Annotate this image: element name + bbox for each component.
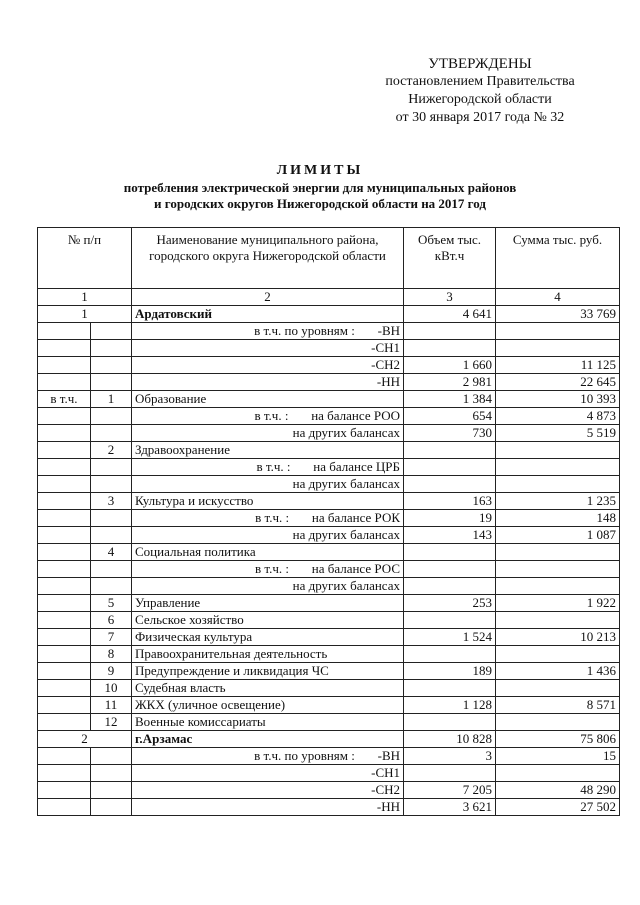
row-volume — [404, 765, 496, 782]
row-sum: 10 213 — [496, 629, 620, 646]
row-number: 5 — [91, 595, 132, 612]
document-subtitle — [60, 180, 580, 212]
table-row — [38, 306, 620, 323]
row-number — [91, 408, 132, 425]
row-name: Правоохранительная деятельность — [132, 646, 404, 663]
row-number — [91, 782, 132, 799]
row-sum: 27 502 — [496, 799, 620, 816]
row-volume: 7 205 — [404, 782, 496, 799]
row-number: 10 — [91, 680, 132, 697]
header-volume: Объем тыс. кВт.ч — [404, 228, 496, 289]
table-row — [38, 493, 620, 510]
row-group-label — [38, 425, 91, 442]
approval-block — [330, 55, 630, 127]
table-row — [38, 527, 620, 544]
table-row — [38, 680, 620, 697]
row-number: 2 — [91, 442, 132, 459]
table-row — [38, 340, 620, 357]
table-row — [38, 646, 620, 663]
row-sum — [496, 612, 620, 629]
row-volume — [404, 544, 496, 561]
row-volume: 253 — [404, 595, 496, 612]
row-sum: 75 806 — [496, 731, 620, 748]
document-title: ЛИМИТЫ — [276, 163, 364, 178]
row-volume — [404, 442, 496, 459]
row-group-label — [38, 578, 91, 595]
row-sum — [496, 476, 620, 493]
row-volume: 19 — [404, 510, 496, 527]
row-sum: 33 769 — [496, 306, 620, 323]
row-sum — [496, 442, 620, 459]
row-number — [91, 578, 132, 595]
row-number — [91, 765, 132, 782]
row-group-label — [38, 340, 91, 357]
approval-line-decree: постановлением Правительства — [385, 74, 575, 89]
row-name: -СН1 — [132, 340, 404, 357]
row-name: Физическая культура — [132, 629, 404, 646]
table-header-row — [38, 228, 620, 289]
row-group-label — [38, 510, 91, 527]
row-sum: 8 571 — [496, 697, 620, 714]
row-number: 1 — [38, 306, 132, 323]
row-sum — [496, 765, 620, 782]
row-volume — [404, 680, 496, 697]
row-name: г.Арзамас — [132, 731, 404, 748]
table-row — [38, 374, 620, 391]
row-number — [91, 340, 132, 357]
row-group-label — [38, 782, 91, 799]
row-name: на других балансах — [132, 476, 404, 493]
col-number: 3 — [404, 289, 496, 306]
table-row — [38, 459, 620, 476]
subtitle-line-1: потребления электрической энергии для муниципальных районов — [123, 180, 517, 195]
row-number: 12 — [91, 714, 132, 731]
row-group-label — [38, 765, 91, 782]
row-sum: 4 873 — [496, 408, 620, 425]
row-group-label — [38, 663, 91, 680]
table-row — [38, 748, 620, 765]
col-number: 4 — [496, 289, 620, 306]
row-volume: 3 — [404, 748, 496, 765]
row-sum — [496, 340, 620, 357]
row-sum: 10 393 — [496, 391, 620, 408]
row-name: в т.ч. : на балансе ЦРБ — [132, 459, 404, 476]
row-name: Судебная власть — [132, 680, 404, 697]
table-row — [38, 714, 620, 731]
row-name: в т.ч. по уровням : -ВН — [132, 748, 404, 765]
table-row — [38, 697, 620, 714]
row-sum — [496, 646, 620, 663]
row-number — [91, 510, 132, 527]
row-sum: 15 — [496, 748, 620, 765]
row-number: 1 — [91, 391, 132, 408]
row-number — [91, 476, 132, 493]
row-name: в т.ч. : на балансе РОО — [132, 408, 404, 425]
row-number: 7 — [91, 629, 132, 646]
row-number: 4 — [91, 544, 132, 561]
row-number: 3 — [91, 493, 132, 510]
table-row — [38, 425, 620, 442]
row-group-label — [38, 629, 91, 646]
approval-line-date: от 30 января 2017 года № 32 — [395, 110, 565, 125]
table-row — [38, 442, 620, 459]
row-group-label — [38, 561, 91, 578]
table-row — [38, 357, 620, 374]
row-name: Здравоохранение — [132, 442, 404, 459]
row-sum: 48 290 — [496, 782, 620, 799]
row-volume: 2 981 — [404, 374, 496, 391]
header-sum: Сумма тыс. руб. — [496, 228, 620, 289]
row-group-label — [38, 697, 91, 714]
row-volume: 4 641 — [404, 306, 496, 323]
table-row — [38, 561, 620, 578]
row-volume — [404, 323, 496, 340]
row-name: в т.ч. : на балансе РОС — [132, 561, 404, 578]
table-row — [38, 765, 620, 782]
row-sum — [496, 680, 620, 697]
row-group-label — [38, 544, 91, 561]
row-name: Культура и искусство — [132, 493, 404, 510]
row-group-label — [38, 374, 91, 391]
table-row — [38, 578, 620, 595]
row-number — [91, 799, 132, 816]
row-group-label — [38, 612, 91, 629]
row-name: -СН1 — [132, 765, 404, 782]
row-sum: 5 519 — [496, 425, 620, 442]
row-group-label: в т.ч. — [38, 391, 91, 408]
row-name: -СН2 — [132, 357, 404, 374]
table-row — [38, 323, 620, 340]
row-volume — [404, 612, 496, 629]
row-number — [91, 561, 132, 578]
row-sum: 11 125 — [496, 357, 620, 374]
row-volume — [404, 561, 496, 578]
row-name: в т.ч. : на балансе РОК — [132, 510, 404, 527]
approval-title: УТВЕРЖДЕНЫ — [428, 56, 532, 72]
row-number — [91, 748, 132, 765]
row-group-label — [38, 442, 91, 459]
row-name: на других балансах — [132, 425, 404, 442]
row-sum: 1 922 — [496, 595, 620, 612]
col-number: 1 — [38, 289, 132, 306]
row-group-label — [38, 459, 91, 476]
row-group-label — [38, 799, 91, 816]
row-name: Ардатовский — [132, 306, 404, 323]
row-name: Сельское хозяйство — [132, 612, 404, 629]
row-name: Управление — [132, 595, 404, 612]
row-group-label — [38, 527, 91, 544]
row-volume: 1 660 — [404, 357, 496, 374]
row-volume — [404, 340, 496, 357]
row-name: Социальная политика — [132, 544, 404, 561]
row-group-label — [38, 476, 91, 493]
table-row — [38, 731, 620, 748]
row-sum: 1 436 — [496, 663, 620, 680]
row-sum — [496, 544, 620, 561]
header-num: № п/п — [38, 228, 132, 289]
table-row — [38, 408, 620, 425]
row-number: 9 — [91, 663, 132, 680]
subtitle-line-2: и городских округов Нижегородской области на 2017 год — [154, 196, 486, 211]
row-volume — [404, 646, 496, 663]
row-sum: 148 — [496, 510, 620, 527]
row-name: -НН — [132, 374, 404, 391]
row-volume: 10 828 — [404, 731, 496, 748]
row-volume: 3 621 — [404, 799, 496, 816]
row-group-label — [38, 646, 91, 663]
row-name: -СН2 — [132, 782, 404, 799]
row-group-label — [38, 680, 91, 697]
row-volume: 1 524 — [404, 629, 496, 646]
column-numbers-row — [38, 289, 620, 306]
row-volume — [404, 476, 496, 493]
row-volume: 730 — [404, 425, 496, 442]
row-sum: 22 645 — [496, 374, 620, 391]
row-volume: 1 128 — [404, 697, 496, 714]
row-volume — [404, 578, 496, 595]
row-number — [91, 459, 132, 476]
header-name: Наименование муниципального района, городского округа Нижегородской области — [132, 228, 404, 289]
table-row — [38, 782, 620, 799]
table-row — [38, 544, 620, 561]
row-volume — [404, 714, 496, 731]
table-row — [38, 476, 620, 493]
table-row — [38, 629, 620, 646]
row-group-label — [38, 714, 91, 731]
row-name: Предупреждение и ликвидация ЧС — [132, 663, 404, 680]
row-group-label — [38, 408, 91, 425]
row-sum: 1 235 — [496, 493, 620, 510]
row-number — [91, 425, 132, 442]
row-number: 8 — [91, 646, 132, 663]
row-group-label — [38, 748, 91, 765]
row-sum: 1 087 — [496, 527, 620, 544]
row-number: 11 — [91, 697, 132, 714]
row-group-label — [38, 595, 91, 612]
row-group-label — [38, 357, 91, 374]
row-volume: 163 — [404, 493, 496, 510]
row-volume: 1 384 — [404, 391, 496, 408]
table-row — [38, 799, 620, 816]
row-number — [91, 357, 132, 374]
row-name: Образование — [132, 391, 404, 408]
row-volume: 654 — [404, 408, 496, 425]
row-sum — [496, 561, 620, 578]
limits-table — [37, 227, 620, 816]
table-row — [38, 391, 620, 408]
row-volume: 189 — [404, 663, 496, 680]
table-row — [38, 595, 620, 612]
row-group-label — [38, 493, 91, 510]
row-volume — [404, 459, 496, 476]
row-number: 2 — [38, 731, 132, 748]
row-sum — [496, 459, 620, 476]
row-name: на других балансах — [132, 527, 404, 544]
row-number — [91, 374, 132, 391]
col-number: 2 — [132, 289, 404, 306]
row-name: Военные комиссариаты — [132, 714, 404, 731]
row-number: 6 — [91, 612, 132, 629]
table-row — [38, 510, 620, 527]
row-name: в т.ч. по уровням : -ВН — [132, 323, 404, 340]
row-group-label — [38, 323, 91, 340]
row-name: на других балансах — [132, 578, 404, 595]
row-sum — [496, 578, 620, 595]
row-name: ЖКХ (уличное освещение) — [132, 697, 404, 714]
row-number — [91, 527, 132, 544]
table-row — [38, 612, 620, 629]
approval-line-region: Нижегородской области — [408, 92, 552, 107]
row-name: -НН — [132, 799, 404, 816]
row-number — [91, 323, 132, 340]
row-volume: 143 — [404, 527, 496, 544]
table-row — [38, 663, 620, 680]
row-sum — [496, 323, 620, 340]
row-sum — [496, 714, 620, 731]
